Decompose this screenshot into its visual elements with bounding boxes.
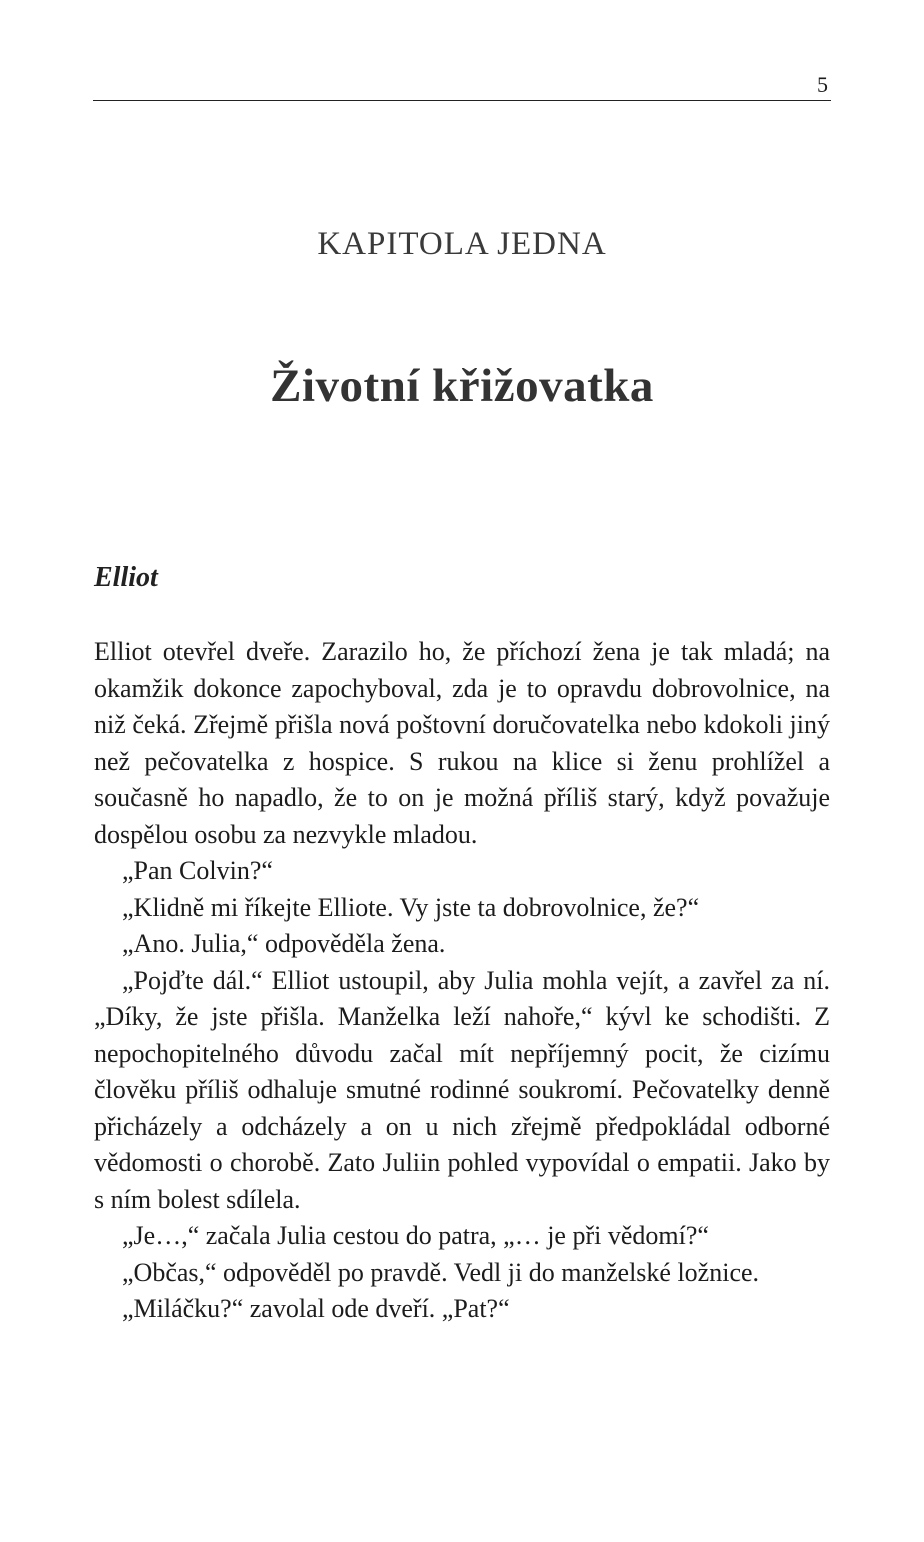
paragraph: Elliot otevřel dveře. Zarazilo ho, že příchozí žena je tak mladá; na okamžik dokonce zapochyboval, zda je to opravdu dobrovolnice, na niž čeká. Zřejmě přišla nová poštovní doručovatelka nebo kdokoli jiný než pečovatelka z hospice. S rukou na klice si ženu prohlížel a současně ho napadlo, že to on je možná příliš starý, když považuje dospělou osobu za nezvykle mladou. [94,637,830,849]
paragraph: „Pojďte dál.“ Elliot ustoupil, aby Julia mohla vejít, a zavřel za ní. „Díky, že jste přišla. Manželka leží nahoře,“ kývl ke schodišti. Z nepochopitelného důvodu začal mít nepříjemný pocit, že cizímu člověku příliš odhaluje smutné rodinné soukromí. Pečovatelky denně přicházely a odcházely a on u nich zřejmě předpokládal odborné vědomosti o chorobě. Zato Juliin pohled vypovídal o empatii. Jako by s ním bolest sdílela. [94,965,830,1214]
section-heading: Elliot [94,562,158,593]
chapter-title: Životní křižovatka [270,360,654,412]
paragraph: „Pan Colvin?“ [122,856,273,885]
paragraph: „Je…,“ začala Julia cestou do patra, „… je při vědomí?“ [122,1221,709,1250]
header-rule [93,100,831,101]
page-number: 5 [817,72,828,97]
paragraph: „Občas,“ odpověděl po pravdě. Vedl ji do manželské ložnice. [122,1257,760,1287]
paragraph: „Ano. Julia,“ odpověděla žena. [122,929,446,958]
paragraph: „Klidně mi říkejte Elliote. Vy jste ta dobrovolnice, že?“ [122,892,700,922]
body-text [94,634,830,1328]
chapter-label: KAPITOLA JEDNA [317,226,607,262]
paragraph: „Miláčku?“ zavolal ode dveří. „Pat?“ [122,1294,510,1323]
